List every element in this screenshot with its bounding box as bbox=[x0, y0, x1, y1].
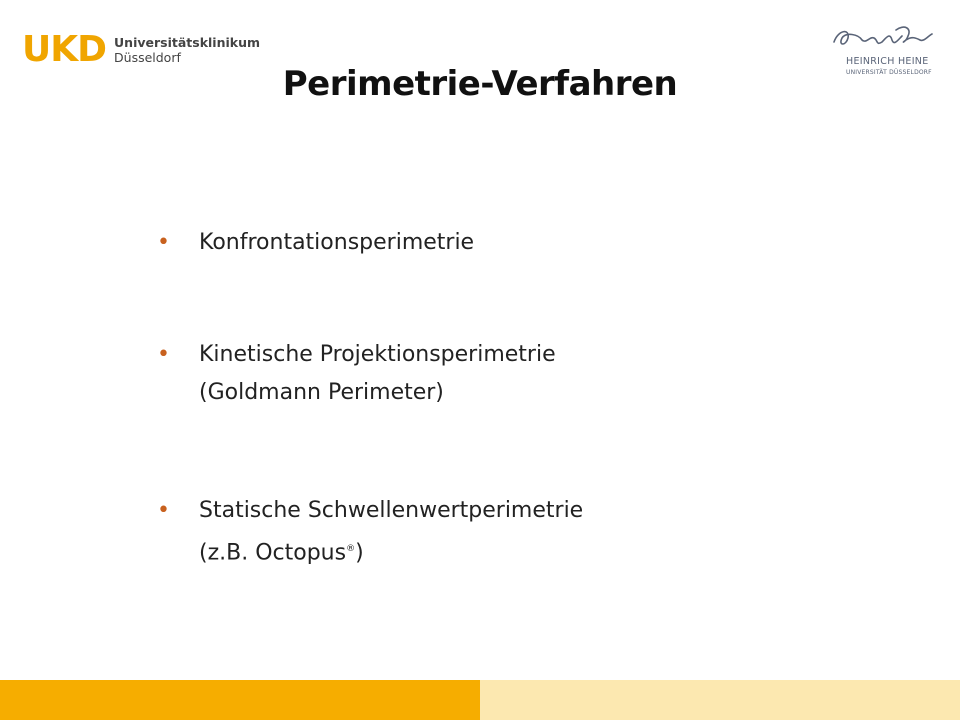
ukd-logo-mark: UKD bbox=[22, 29, 107, 70]
bullet-item-2 bbox=[155, 336, 556, 412]
hhu-signature-icon bbox=[828, 22, 940, 56]
bullet-item-1-text: Konfrontationsperimetrie bbox=[199, 230, 475, 255]
footer-bar-right bbox=[480, 680, 960, 720]
bullet-item-2-line1: Kinetische Projektionsperimetrie bbox=[199, 342, 556, 367]
bullet-dot: • bbox=[157, 342, 170, 367]
bullet-dot: • bbox=[157, 498, 170, 523]
footer-bar bbox=[0, 680, 960, 720]
bullet-item-3-line1: Statische Schwellenwertperimetrie bbox=[199, 498, 584, 523]
ukd-logo-line2: Düsseldorf bbox=[114, 50, 181, 65]
bullet-item-1 bbox=[155, 224, 474, 262]
registered-mark: ® bbox=[346, 544, 356, 554]
ukd-logo-line1: Universitätsklinikum bbox=[114, 35, 260, 50]
bullet-item-3 bbox=[155, 492, 583, 572]
bullet-item-2-line2: (Goldmann Perimeter) bbox=[199, 380, 444, 405]
hhu-logo-subtitle: UNIVERSITÄT DÜSSELDORF bbox=[846, 69, 932, 76]
bullet-dot: • bbox=[157, 230, 170, 255]
slide-title: Perimetrie-Verfahren bbox=[282, 64, 678, 104]
bullet-item-3-line2: (z.B. Octopus®) bbox=[199, 540, 364, 566]
footer-bar-left bbox=[0, 680, 480, 720]
hhu-logo-name: HEINRICH HEINE bbox=[846, 56, 929, 67]
ukd-logo-text bbox=[114, 35, 260, 65]
